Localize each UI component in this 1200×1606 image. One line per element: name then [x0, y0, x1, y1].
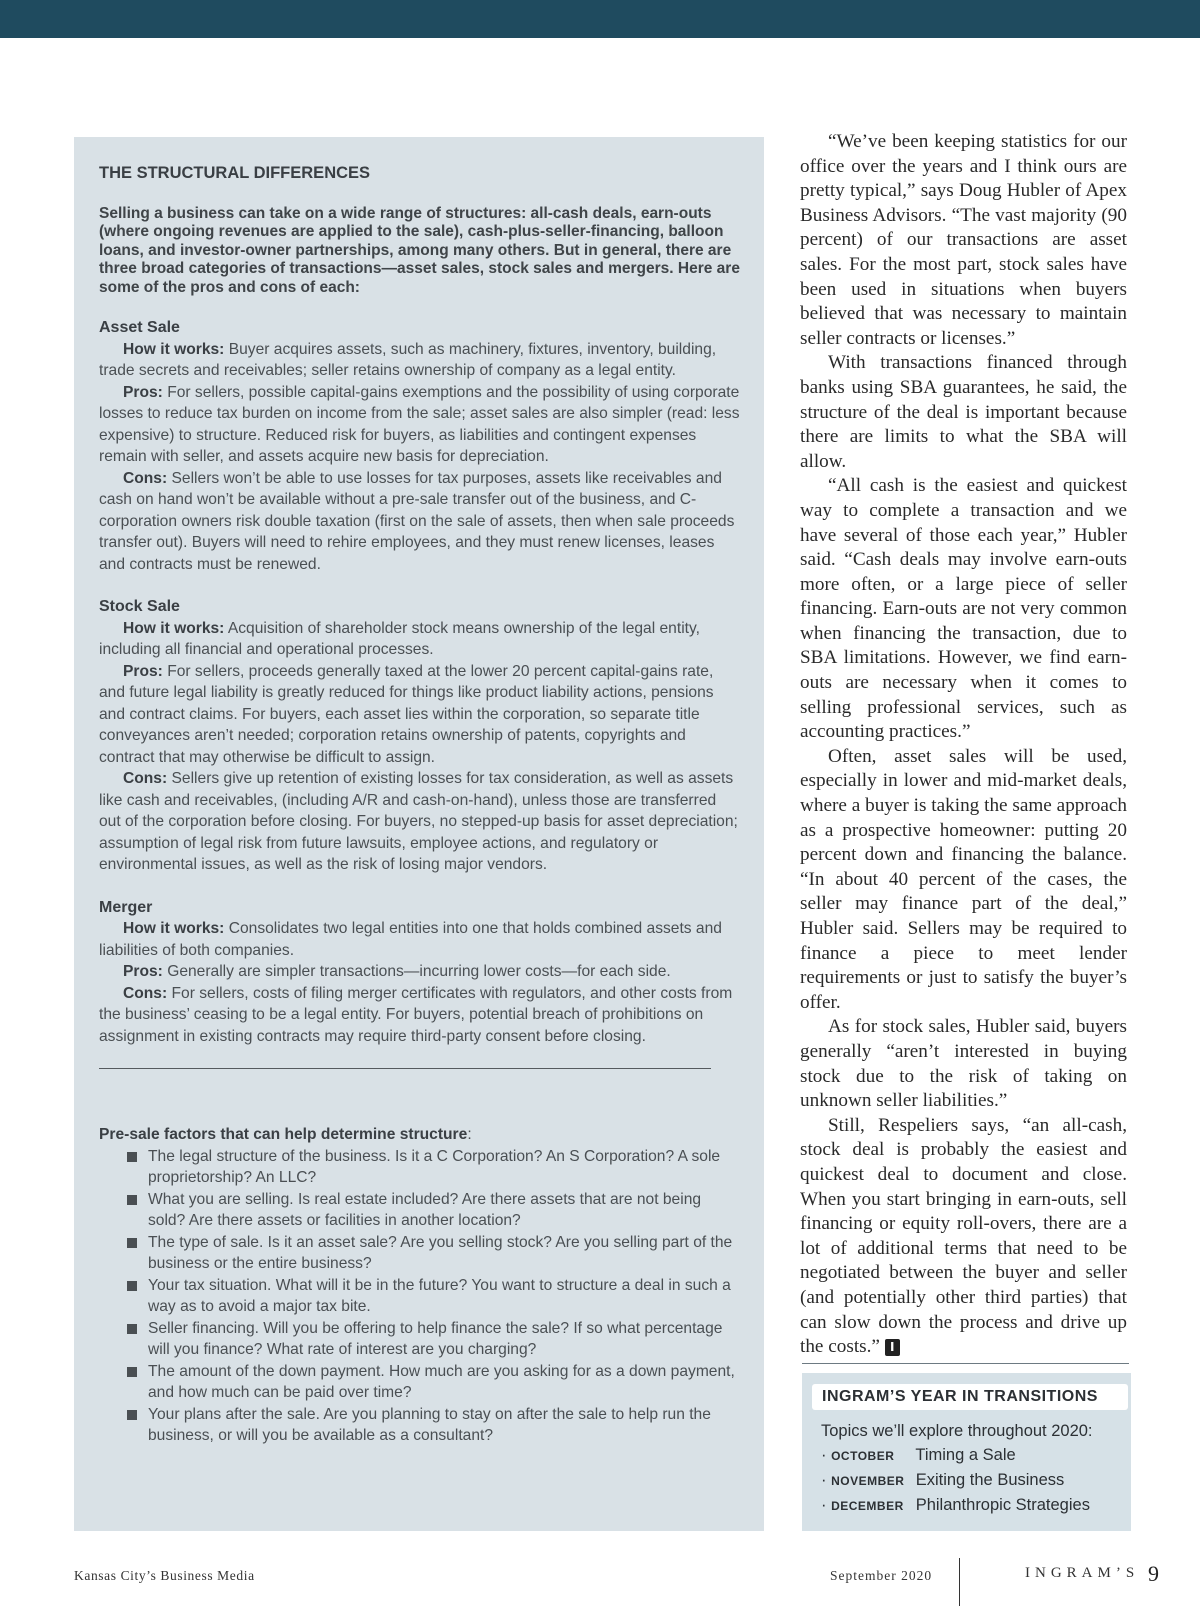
section-asset-sale: [99, 317, 740, 575]
list-item: [99, 1189, 740, 1232]
promo-topic: Timing a Sale: [915, 1446, 1016, 1464]
cons-text: Sellers give up retention of existing losses for tax consideration, as well as assets like cash and receivables, (including A/R and cash-on-hand), unless those are transferred out of the corporation before closing. For buyers, no stepped-up basis for asset depreciation; assumption of legal risk from future lawsuits, employee actions, and regulatory or environmental issues, as well as the risk of losing major vendors.: [99, 770, 738, 873]
promo-month: OCTOBER: [831, 1449, 895, 1463]
pros-paragraph: [99, 961, 740, 983]
cons-label: Cons:: [123, 984, 168, 1002]
how-it-works-paragraph: [99, 339, 740, 382]
how-it-works-paragraph: [99, 918, 740, 961]
promo-topic: Exiting the Business: [915, 1471, 1065, 1489]
cons-label: Cons:: [123, 770, 168, 787]
article-paragraph: “All cash is the easiest and quickest way to complete a transaction and we have several of those each year,” Hubler said. “Cash deals may involve earn-outs more often, or a large piece of seller financing. Earn-outs are not very common when financing the transaction, due to SBA limitations. However, we find earn-outs are necessary when it comes to selling professional services, such as accounting practices.”: [800, 475, 1127, 743]
promo-item: · DECEMBER Philanthropic Strategies: [821, 1493, 1121, 1518]
bullet-square-icon: [127, 1367, 137, 1377]
bullet-square-icon: [127, 1152, 137, 1162]
section-title: Asset Sale: [99, 319, 180, 336]
section-stock-sale: [99, 596, 740, 876]
factor-text: The amount of the down payment. How much are you asking for as a down payment, and how much can be paid over time?: [148, 1362, 735, 1401]
bullet-square-icon: [127, 1281, 137, 1291]
promo-month: NOVEMBER: [831, 1474, 905, 1488]
list-item: [99, 1275, 740, 1318]
how-label: How it works:: [123, 619, 225, 637]
promo-item: · NOVEMBER Exiting the Business: [821, 1468, 1121, 1493]
factor-text: Seller financing. Will you be offering to help finance the sale? If so what percentage will you finance? What rate of interest are you charging?: [148, 1319, 723, 1358]
article-paragraph: Often, asset sales will be used, especially in lower and mid-market deals, where a buyer is taking the same approach as a prospective homeowner: putting 20 percent down and financing the balance. “In about 40 percent of the cases, the seller may finance part of the deal,” Hubler said. Sellers may be required to finance a piece to meet lender requirements or just to satisfy the buyer’s offer.: [800, 745, 1127, 1013]
end-mark-icon: I: [885, 1339, 900, 1356]
article-body: [800, 130, 1127, 1360]
factors-title-colon: :: [467, 1126, 472, 1143]
list-item: [99, 1404, 740, 1447]
article-paragraph: [800, 1114, 1127, 1360]
pros-paragraph: [99, 661, 740, 769]
pros-text: For sellers, proceeds generally taxed at the lower 20 percent capital-gains rate, and future legal liability is greatly reduced for things like product liability actions, pensions and contract claims. For buyers, each asset lies within the corporation, so separate title conveyances aren’t needed; corporation retains ownership of patents, copyrights and contract that may otherwise be difficult to assign.: [99, 662, 714, 766]
pros-text: Generally are simpler transactions—incurring lower costs—for each side.: [162, 963, 671, 980]
cons-text: Sellers won’t be able to use losses for tax purposes, assets like receivables and cash on hand won’t be available without a pre-sale transfer out of the business, and C-corporation owners risk double taxation (first on the sale of assets, then when sale proceeds transfer out). Buyers will need to rehire employees, and they must renew licenses, leases and contracts must be renewed.: [99, 469, 735, 573]
promo-item: · OCTOBER Timing a Sale: [821, 1443, 1121, 1468]
pros-label: Pros:: [123, 383, 163, 401]
factors-title: [99, 1124, 740, 1146]
article-paragraph-text: Still, Respeliers says, “an all-cash, stock deal is probably the easiest and quickest deal to document and close. When you start bringing in earn-outs, sell financing or equity roll-overs, there are a lot of additional terms that need to be negotiated between the buyer and seller (and potentially other third parties) that can slow down the process and drive up the costs.”: [800, 1114, 1127, 1358]
sidebar-heading: THE STRUCTURAL DIFFERENCES: [99, 164, 371, 182]
list-item: [99, 1361, 740, 1404]
year-in-transitions-box: [802, 1373, 1131, 1531]
how-text: Consolidates two legal entities into one that holds combined assets and liabilities of both companies.: [99, 920, 722, 959]
factors-title-text: Pre-sale factors that can help determine structure: [99, 1126, 468, 1143]
section-title: Stock Sale: [99, 598, 180, 615]
factor-text: Your plans after the sale. Are you planning to stay on after the sale to help run the business, or will you be available as a consultant?: [148, 1405, 711, 1444]
section-merger: [99, 897, 740, 1048]
list-item: [99, 1232, 740, 1275]
pros-label: Pros:: [123, 963, 163, 980]
footer-divider: [959, 1558, 960, 1606]
how-text: Acquisition of shareholder stock means ownership of the legal entity, including all financial and operational processes.: [99, 619, 700, 658]
promo-subtitle: Topics we’ll explore throughout 2020:: [821, 1422, 1093, 1440]
article-paragraph: With transactions financed through banks using SBA guarantees, he said, the structure of the deal is important because there are limits to what the SBA will allow.: [800, 352, 1127, 472]
how-label: How it works:: [123, 340, 225, 358]
cons-label: Cons:: [123, 469, 168, 487]
promo-month: DECEMBER: [831, 1499, 904, 1513]
top-banner: [0, 0, 1200, 38]
factor-text: The legal structure of the business. Is it a C Corporation? An S Corporation? A sole proprietorship? An LLC?: [148, 1147, 721, 1186]
promo-topic: Philanthropic Strategies: [915, 1496, 1090, 1514]
cons-paragraph: [99, 468, 740, 576]
pros-text: For sellers, possible capital-gains exemptions and the possibility of using corporate losses to reduce tax burden on income from the sale; asset sales are also simpler (read: less expensive) to structure. Reduced risk for buyers, as liabilities and contingent expenses remain with seller, and assets acquire new basis for depreciation.: [99, 383, 740, 465]
sidebar-intro: Selling a business can take on a wide range of structures: all-cash deals, earn-outs (where ongoing revenues are applied to the sale), cash-plus-seller-financing, balloon loans, and investor-owner partnerships, among many others. But in general, there are three broad categories of transactions—asset sales, stock sales and mergers. Here are some of the pros and cons of each:: [99, 204, 740, 296]
bullet-square-icon: [127, 1238, 137, 1248]
footer-publisher: Kansas City’s Business Media: [74, 1568, 255, 1583]
factor-text: What you are selling. Is real estate included? Are there assets that are not being sold? Are there assets or facilities in another location?: [148, 1190, 702, 1229]
cons-paragraph: [99, 768, 740, 876]
factors-list: [99, 1146, 740, 1447]
list-item: [99, 1318, 740, 1361]
footer-magazine-name: INGRAM’S: [1025, 1565, 1140, 1581]
footer-date: September 2020: [830, 1568, 933, 1583]
bullet-square-icon: [127, 1195, 137, 1205]
promo-divider: [802, 1363, 1129, 1364]
promo-title: INGRAM’S YEAR IN TRANSITIONS: [812, 1384, 1128, 1410]
bullet-square-icon: [127, 1410, 137, 1420]
article-paragraph: As for stock sales, Hubler said, buyers generally “aren’t interested in buying stock due to the risk of taking on unknown seller liabilities.”: [800, 1016, 1127, 1112]
factor-text: The type of sale. Is it an asset sale? Are you selling stock? Are you selling part of the business or the entire business?: [148, 1233, 733, 1272]
pros-paragraph: [99, 382, 740, 468]
page-number: 9: [1148, 1561, 1159, 1586]
section-divider: [99, 1068, 711, 1069]
list-item: [99, 1146, 740, 1189]
how-label: How it works:: [123, 920, 225, 937]
bullet-square-icon: [127, 1324, 137, 1334]
factor-text: Your tax situation. What will it be in the future? You want to structure a deal in such a way as to avoid a major tax bite.: [148, 1276, 731, 1315]
how-text: Buyer acquires assets, such as machinery, fixtures, inventory, building, trade secrets and receivables; seller retains ownership of company as a legal entity.: [99, 340, 717, 379]
how-it-works-paragraph: [99, 618, 740, 661]
article-paragraph: “We’ve been keeping statistics for our office over the years and I think ours are pretty typical,” says Doug Hubler of Apex Business Advisors. “The vast majority (90 percent) of our transactions are asset sales. For the most part, stock sales have been used in situations when buyers believed that was necessary to maintain seller contracts or licenses.”: [800, 131, 1127, 349]
section-title: Merger: [99, 898, 153, 916]
pros-label: Pros:: [123, 662, 163, 680]
structural-differences-sidebar: [74, 137, 764, 1531]
cons-paragraph: [99, 983, 740, 1048]
cons-text: For sellers, costs of filing merger certificates with regulators, and other costs from the business’ ceasing to be a legal entity. For buyers, potential breach of prohibitions on assignment in existing contracts may require third-party consent before closing.: [99, 984, 733, 1045]
